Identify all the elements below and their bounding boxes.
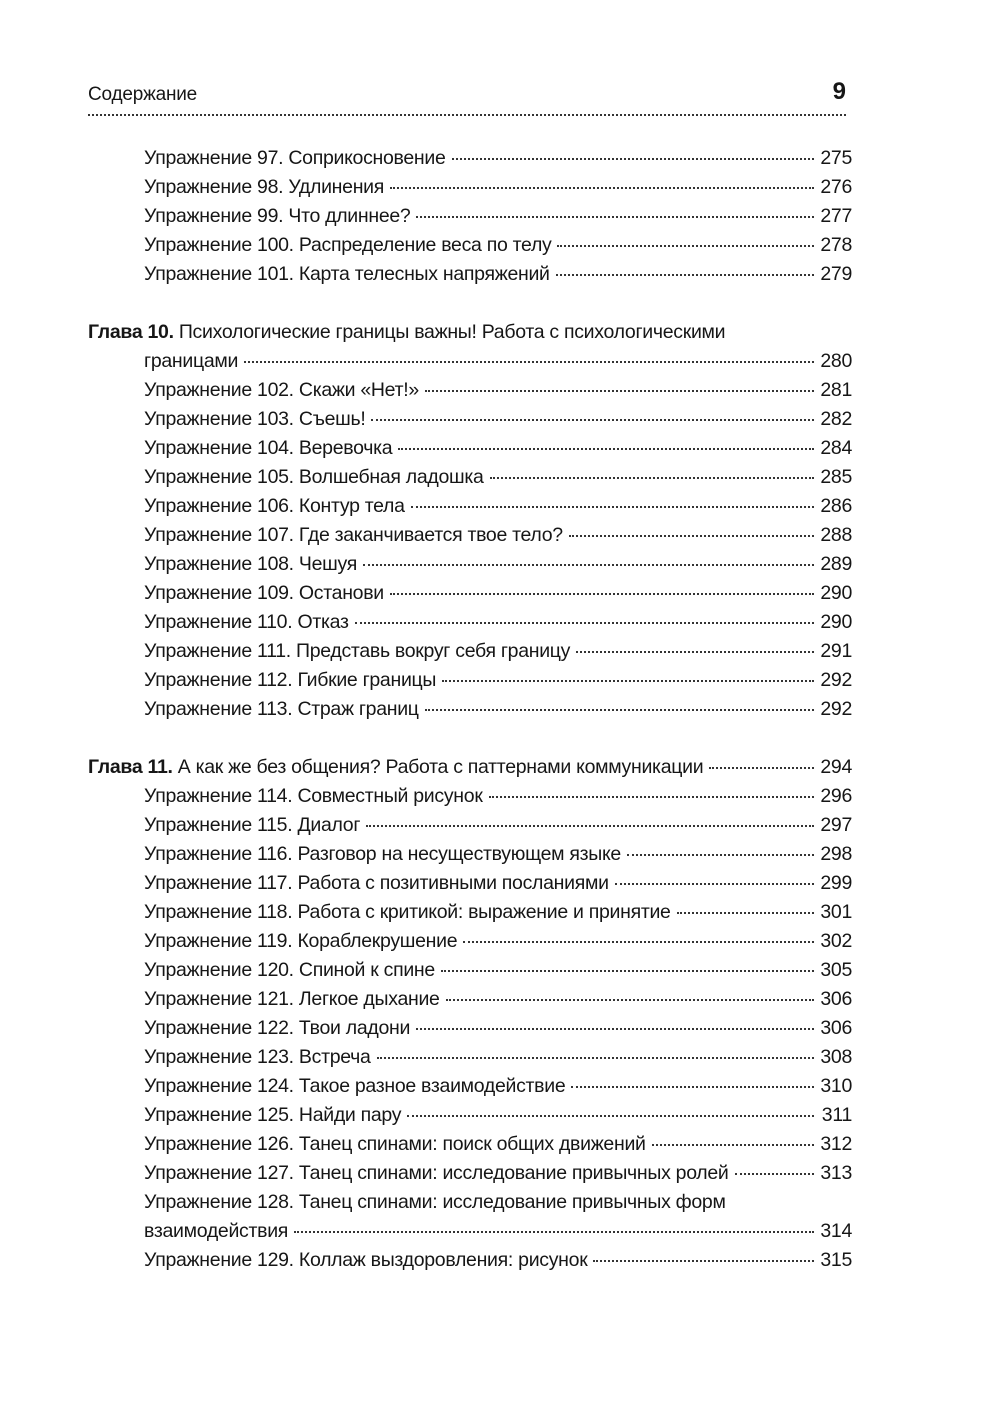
entry-page: 281	[820, 379, 852, 401]
dot-leader	[416, 216, 814, 218]
toc-entry[interactable]	[88, 869, 852, 898]
entry-page: 292	[820, 698, 852, 720]
toc-entry[interactable]	[88, 1014, 852, 1043]
entry-label: Упражнение 108. Чешуя	[144, 553, 357, 575]
chapter-heading[interactable]	[88, 318, 852, 347]
entry-label: Упражнение 121. Легкое дыхание	[144, 988, 440, 1010]
entry-label: Упражнение 115. Диалог	[144, 814, 361, 836]
entry-label: Упражнение 125. Найди пару	[144, 1104, 402, 1126]
toc-entry[interactable]	[88, 608, 852, 637]
dot-leader	[363, 564, 814, 566]
entry-label-cont: взаимодействия	[144, 1220, 289, 1242]
entry-page: 285	[820, 466, 852, 488]
entry-label: Упражнение 124. Такое разное взаимодействие	[144, 1075, 566, 1097]
entry-label: Упражнение 128. Танец спинами: исследование привычных форм	[144, 1191, 726, 1213]
entry-label: Упражнение 105. Волшебная ладошка	[144, 466, 484, 488]
entry-page: 310	[820, 1075, 852, 1097]
entry-label: Упражнение 112. Гибкие границы	[144, 669, 437, 691]
entry-page: 275	[820, 147, 852, 169]
chapter-title: Психологические границы важны! Работа с психологическими	[173, 321, 726, 343]
dot-leader	[490, 477, 814, 479]
dot-leader	[571, 1086, 814, 1088]
toc-entry[interactable]	[88, 173, 852, 202]
dot-leader	[425, 709, 814, 711]
entry-page: 292	[820, 669, 852, 691]
entry-page: 306	[820, 988, 852, 1010]
chapter-title-line	[88, 318, 725, 347]
entry-label: Упражнение 127. Танец спинами: исследование привычных ролей	[144, 1162, 729, 1184]
toc-entry[interactable]	[88, 463, 852, 492]
entry-page: 282	[820, 408, 852, 430]
entry-page: 301	[820, 901, 852, 923]
toc-entry[interactable]	[88, 782, 852, 811]
entry-page: 308	[820, 1046, 852, 1068]
dot-leader	[377, 1057, 814, 1059]
toc-entry[interactable]	[88, 144, 852, 173]
dot-leader	[294, 1231, 814, 1233]
toc-chapter-11	[88, 753, 852, 1275]
toc-entry[interactable]	[88, 1130, 852, 1159]
dot-leader	[576, 651, 814, 653]
entry-page: 279	[820, 263, 852, 285]
toc-entry[interactable]	[88, 898, 852, 927]
dot-leader	[371, 419, 814, 421]
entry-page: 299	[820, 872, 852, 894]
toc-entry[interactable]	[88, 434, 852, 463]
entry-label: Упражнение 120. Спиной к спине	[144, 959, 435, 981]
entry-label: Упражнение 103. Съешь!	[144, 408, 366, 430]
chapter-title-line	[88, 753, 703, 782]
entry-label: Упражнение 113. Страж границ	[144, 698, 419, 720]
dot-leader	[398, 448, 814, 450]
entry-page: 298	[820, 843, 852, 865]
dot-leader	[390, 187, 814, 189]
entry-label: Упражнение 101. Карта телесных напряжений	[144, 263, 550, 285]
toc-entry[interactable]	[88, 405, 852, 434]
toc-entry[interactable]	[88, 637, 852, 666]
toc-entry[interactable]	[88, 985, 852, 1014]
toc-entry[interactable]	[88, 550, 852, 579]
toc-entry[interactable]	[88, 1159, 852, 1188]
entry-page: 311	[821, 1104, 852, 1126]
toc-entry[interactable]	[88, 1043, 852, 1072]
toc-entry[interactable]	[88, 927, 852, 956]
entry-page: 284	[820, 437, 852, 459]
dot-leader	[489, 796, 814, 798]
entry-label: Упражнение 122. Твои ладони	[144, 1017, 411, 1039]
entry-page: 314	[820, 1220, 852, 1242]
toc-entry[interactable]	[88, 231, 852, 260]
dot-leader	[416, 1028, 814, 1030]
dot-leader	[652, 1144, 814, 1146]
dot-leader	[411, 506, 814, 508]
toc-entry[interactable]	[88, 376, 852, 405]
toc-group-continued	[88, 144, 852, 289]
dot-leader	[556, 274, 814, 276]
dot-leader	[569, 535, 814, 537]
entry-page: 312	[820, 1133, 852, 1155]
chapter-prefix: Глава 11.	[88, 756, 173, 778]
entry-label: Упражнение 114. Совместный рисунок	[144, 785, 483, 807]
toc-entry[interactable]	[88, 956, 852, 985]
dot-leader	[463, 941, 814, 943]
entry-page: 288	[820, 524, 852, 546]
entry-page: 290	[820, 611, 852, 633]
entry-label: Упражнение 111. Представь вокруг себя границу	[144, 640, 571, 662]
dot-leader	[366, 825, 814, 827]
entry-label: Упражнение 99. Что длиннее?	[144, 205, 411, 227]
chapter-prefix: Глава 10.	[88, 321, 174, 343]
toc-entry[interactable]	[88, 202, 852, 231]
dot-leader	[735, 1173, 814, 1175]
entry-page: 306	[820, 1017, 852, 1039]
entry-page: 286	[820, 495, 852, 517]
entry-page: 290	[820, 582, 852, 604]
page-number: 9	[832, 78, 846, 105]
dot-leader	[677, 912, 814, 914]
toc-entry[interactable]	[88, 840, 852, 869]
entry-page: 297	[820, 814, 852, 836]
toc-entry[interactable]	[88, 579, 852, 608]
toc-entry-cont[interactable]	[88, 1217, 852, 1246]
toc-entry[interactable]	[88, 695, 852, 724]
dot-leader	[593, 1260, 814, 1262]
entry-page: 313	[820, 1162, 852, 1184]
dot-leader	[615, 883, 814, 885]
chapter-title: А как же без общения? Работа с паттернами коммуникации	[172, 756, 704, 778]
entry-page: 305	[820, 959, 852, 981]
entry-label: Упражнение 109. Останови	[144, 582, 384, 604]
toc-entry[interactable]	[88, 811, 852, 840]
table-of-contents	[88, 144, 852, 1304]
entry-label: Упражнение 118. Работа с критикой: выражение и принятие	[144, 901, 671, 923]
entry-label: Упражнение 126. Танец спинами: поиск общих движений	[144, 1133, 646, 1155]
entry-page: 289	[820, 553, 852, 575]
entry-label: Упражнение 98. Удлинения	[144, 176, 385, 198]
entry-label: Упражнение 106. Контур тела	[144, 495, 405, 517]
toc-entry[interactable]	[88, 1188, 852, 1217]
entry-label: Упражнение 107. Где заканчивается твое тело?	[144, 524, 563, 546]
dot-leader	[390, 593, 814, 595]
toc-entry[interactable]	[88, 1101, 852, 1130]
entry-label: Упражнение 97. Соприкосновение	[144, 147, 446, 169]
entry-page: 296	[820, 785, 852, 807]
entry-page: 276	[820, 176, 852, 198]
toc-entry[interactable]	[88, 260, 852, 289]
entry-label: Упражнение 119. Кораблекрушение	[144, 930, 458, 952]
entry-page: 291	[820, 640, 852, 662]
entry-page: 302	[820, 930, 852, 952]
running-title: Содержание	[88, 84, 198, 105]
entry-page: 294	[820, 756, 852, 778]
entry-label: Упражнение 116. Разговор на несуществующем языке	[144, 843, 621, 865]
toc-entry[interactable]	[88, 521, 852, 550]
dot-leader	[407, 1115, 814, 1117]
entry-page: 277	[820, 205, 852, 227]
entry-label: Упражнение 104. Веревочка	[144, 437, 393, 459]
entry-label: Упражнение 110. Отказ	[144, 611, 349, 633]
toc-entry[interactable]	[88, 1072, 852, 1101]
entry-page: 315	[820, 1249, 852, 1271]
dot-leader	[425, 390, 814, 392]
dot-leader	[452, 158, 814, 160]
entry-label: Упражнение 129. Коллаж выздоровления: рисунок	[144, 1249, 588, 1271]
running-header	[88, 72, 846, 116]
entry-label: Упражнение 123. Встреча	[144, 1046, 371, 1068]
toc-entry[interactable]	[88, 492, 852, 521]
chapter-title-cont: границами	[144, 350, 239, 372]
dot-leader	[627, 854, 814, 856]
dot-leader	[557, 245, 814, 247]
dot-leader	[446, 999, 814, 1001]
entry-page: 280	[820, 350, 852, 372]
entry-label: Упражнение 102. Скажи «Нет!»	[144, 379, 419, 401]
toc-entry[interactable]	[88, 1246, 852, 1275]
entry-label: Упражнение 117. Работа с позитивными посланиями	[144, 872, 609, 894]
entry-page: 278	[820, 234, 852, 256]
entry-label: Упражнение 100. Распределение веса по телу	[144, 234, 552, 256]
toc-entry[interactable]	[88, 666, 852, 695]
dot-leader	[355, 622, 814, 624]
chapter-heading-cont[interactable]	[88, 347, 852, 376]
chapter-heading[interactable]	[88, 753, 852, 782]
toc-chapter-10	[88, 318, 852, 724]
dot-leader	[244, 361, 814, 363]
dot-leader	[441, 970, 814, 972]
dot-leader	[442, 680, 814, 682]
dot-leader	[709, 767, 814, 769]
